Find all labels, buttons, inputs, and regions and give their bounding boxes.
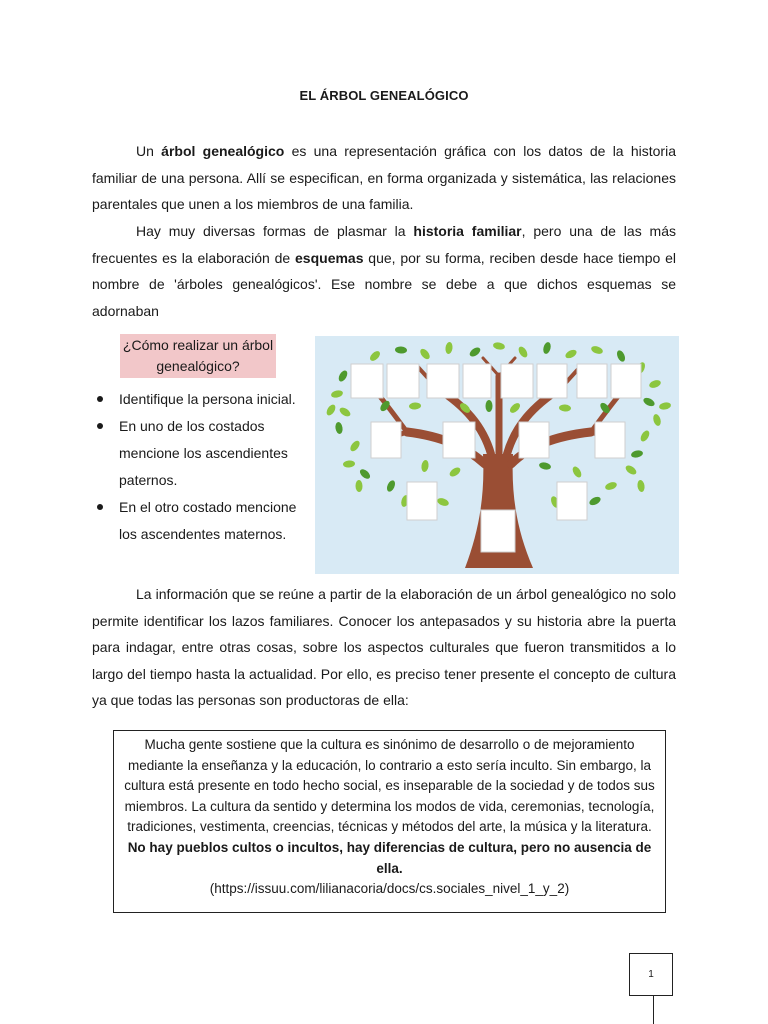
leaf-shape xyxy=(385,479,396,493)
leaf-shape xyxy=(395,346,407,354)
bold-term: historia familiar xyxy=(413,223,522,239)
leaf-shape xyxy=(418,347,431,361)
leaf-shape xyxy=(604,481,618,492)
leaf-shape xyxy=(492,341,505,350)
quote-bold-text: No hay pueblos cultos o incultos, hay diferencias de cultura, pero no ausencia de ella. xyxy=(127,839,652,876)
bold-term: árbol genealógico xyxy=(161,143,285,159)
bold-term: esquemas xyxy=(295,249,364,266)
culture-quote xyxy=(113,730,666,913)
leaf-shape xyxy=(615,349,626,363)
document-title: EL ÁRBOL GENEALÓGICO xyxy=(299,88,469,103)
schemes-text xyxy=(92,223,676,319)
leaf-shape xyxy=(468,346,482,359)
leaf-shape xyxy=(409,402,421,410)
leaf-shape xyxy=(445,342,453,355)
how-to-heading: ¿Cómo realizar un árbol genealógico? xyxy=(120,334,276,378)
leaf-shape xyxy=(338,406,352,419)
leaf-shape xyxy=(652,413,662,426)
text-run: que, por su forma, reciben desde hace tiempo el nombre de 'árboles genealógicos'. Ese nombre se debe a que dichos esquemas se adornaban xyxy=(92,249,676,319)
intro-text xyxy=(92,143,676,212)
step-item: Identifique la persona inicial. xyxy=(95,386,310,413)
leaf-shape xyxy=(358,467,372,480)
leaf-shape xyxy=(448,466,462,479)
culture-paragraph xyxy=(92,581,676,714)
leaf-shape xyxy=(517,345,529,359)
leaf-shape xyxy=(368,349,381,362)
leaf-shape xyxy=(355,480,362,492)
quote-text: Mucha gente sostiene que la cultura es sinónimo de desarrollo o de mejoramiento mediante la enseñanza y la educación, lo contrario a esto sería inculto. Sin embargo, la cultura está presente en todo hecho social, es inseparable de la sociedad y de todos sus miembros. La cultura da sentido y determina los modos de vida, ceremonias, tecnología, tradiciones, vestimenta, creencias, técnicas y métodos del arte, la música y la literatura. xyxy=(124,737,655,835)
steps-list xyxy=(95,386,310,548)
intro-paragraph xyxy=(92,138,676,218)
leaf-shape xyxy=(637,480,646,493)
leaf-shape xyxy=(542,341,552,354)
leaf-shape xyxy=(559,404,571,412)
leaf-shape xyxy=(590,345,604,356)
leaf-shape xyxy=(330,389,343,399)
leaf-shape xyxy=(421,460,430,473)
leaf-shape xyxy=(571,465,583,479)
schemes-paragraph xyxy=(92,218,676,324)
text-run: Hay muy diversas formas de plasmar la xyxy=(136,223,414,239)
leaf-shape xyxy=(335,422,344,435)
leaf-shape xyxy=(486,400,493,412)
quote-source: (https://issuu.com/lilianacoria/docs/cs.sociales_nivel_1_y_2) xyxy=(209,881,570,897)
step-item: En uno de los costados mencione los ascendientes paternos. xyxy=(95,413,310,494)
page-number: 1 xyxy=(629,953,673,996)
leaf-shape xyxy=(343,460,356,468)
page-number-line xyxy=(653,996,654,1024)
family-tree-illustration xyxy=(315,336,679,574)
leaf-shape xyxy=(337,369,349,383)
leaf-shape xyxy=(630,449,643,458)
leaf-shape xyxy=(436,497,450,508)
text-run: Un xyxy=(136,143,162,159)
leaf-shape xyxy=(538,461,551,470)
leaf-shape xyxy=(624,464,638,477)
step-item: En el otro costado mencione los ascendentes maternos. xyxy=(95,494,310,548)
leaf-shape xyxy=(325,403,337,417)
leaf-shape xyxy=(349,439,362,453)
text-run: es una representación gráfica con los datos de la historia familiar de una persona. Allí se especifican, en forma organizada y sistemática, las relaciones parentales que unen a los miembros de una familia. xyxy=(92,143,676,212)
leaf-shape xyxy=(564,348,578,360)
leaf-shape xyxy=(588,495,602,507)
culture-text: La información que se reúne a partir de la elaboración de un árbol genealógico no solo permite identificar los lazos familiares. Conocer los antepasados y su historia abre la puerta para indagar, entre otras cosas, sobre los aspectos culturales que fueron transmitidos a lo largo del tiempo hasta la actualidad. Por ello, es preciso tener presente el concepto de cultura ya que todas las personas son productoras de ella: xyxy=(92,586,676,708)
leaf-shape xyxy=(648,379,662,390)
leaf-shape xyxy=(658,401,671,410)
text-run: , pero una de las más frecuentes es la elaboración de xyxy=(92,223,676,266)
leaf-shape xyxy=(639,429,651,443)
family-tree-drawing xyxy=(315,336,679,574)
leaf-shape xyxy=(642,396,656,408)
leaf-shape xyxy=(508,401,522,414)
